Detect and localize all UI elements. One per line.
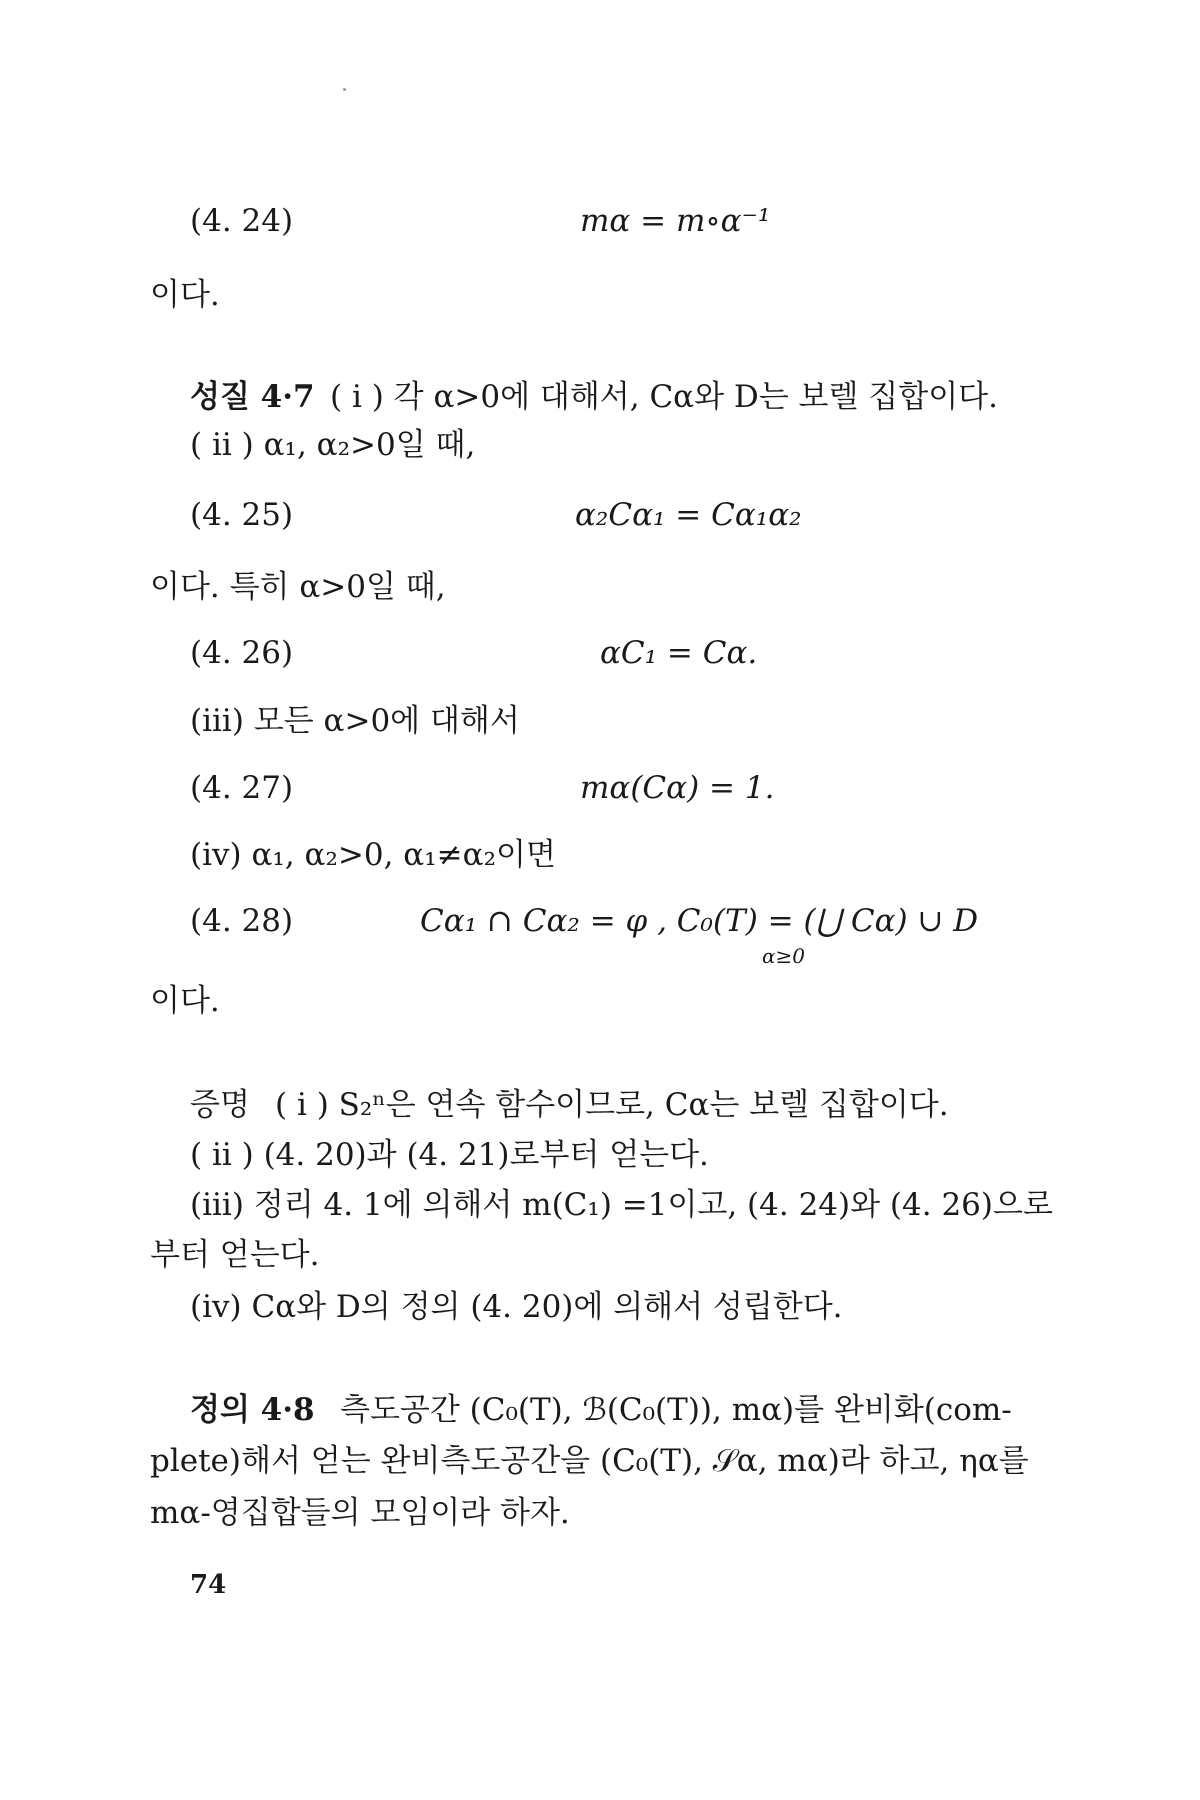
speck — [343, 88, 346, 91]
definition-line-2 — [0, 1436, 1200, 1486]
equation-4-28 — [0, 896, 1200, 946]
equation-number: (4. 28) — [190, 903, 294, 939]
definition-line-3 — [0, 1488, 1200, 1538]
union-subscript: α≥0 — [762, 944, 805, 968]
text-line — [0, 270, 1200, 320]
equation-4-26 — [0, 628, 1200, 678]
definition-label — [190, 1385, 315, 1435]
equation-number: (4. 24) — [190, 203, 294, 239]
proof-text: ( i ) S₂ⁿ은 연속 함수이므로, Cα는 보렐 집합이다. — [275, 1087, 949, 1123]
definition-text: 측도공간 (C₀(T), ℬ(C₀(T)), mα)를 완비화(com- — [340, 1392, 1012, 1428]
paragraph-text: mα-영집합들의 모임이라 하자. — [150, 1495, 570, 1531]
equation-4-27 — [0, 763, 1200, 813]
paragraph-text: 이다. — [150, 983, 220, 1019]
definition-heading — [0, 1385, 1200, 1435]
property-label — [190, 372, 315, 422]
equation-number: (4. 26) — [190, 635, 294, 671]
definition-label-text: 정의 4·8 — [190, 1392, 315, 1428]
equation-body: Cα₁ ∩ Cα₂ = φ , C₀(T) = (⋃ Cα) ∪ D — [420, 903, 979, 939]
property-item-iii — [0, 696, 1200, 746]
property-item-iv — [0, 830, 1200, 880]
paragraph-text: 부터 얻는다. — [150, 1237, 320, 1273]
proof-item-ii — [0, 1130, 1200, 1180]
proof-item-iii-continued — [0, 1230, 1200, 1280]
equation-body: mα(Cα) = 1. — [580, 770, 775, 806]
paragraph-text: (iii) 정리 4. 1에 의해서 m(C₁) =1이고, (4. 24)와 (4. 26)으로 — [190, 1187, 1053, 1223]
paragraph-text: ( ii ) α₁, α₂>0일 때, — [190, 427, 476, 463]
paragraph-text: 이다. 특히 α>0일 때, — [150, 569, 446, 605]
paragraph-text: plete)해서 얻는 완비측도공간을 (C₀(T), 𝒮α, mα)라 하고, ηα를 — [150, 1443, 1029, 1479]
text-line — [0, 562, 1200, 612]
paragraph-text: 이다. — [150, 277, 220, 313]
equation-number: (4. 25) — [190, 497, 294, 533]
equation-body: αC₁ = Cα. — [600, 635, 758, 671]
proof-heading — [0, 1080, 1200, 1130]
property-heading — [0, 372, 1200, 422]
property-label-text: 성질 4·7 — [190, 379, 315, 415]
paragraph-text: ( ii ) (4. 20)과 (4. 21)로부터 얻는다. — [190, 1137, 709, 1173]
paragraph-text: (iv) Cα와 D의 정의 (4. 20)에 의해서 성립한다. — [190, 1289, 843, 1325]
property-item-ii — [0, 420, 1200, 470]
property-text: ( i ) 각 α>0에 대해서, Cα와 D는 보렐 집합이다. — [330, 379, 998, 415]
page-number: 74 — [190, 1570, 227, 1600]
text-line — [0, 976, 1200, 1026]
proof-label: 증명 — [190, 1087, 250, 1123]
equation-number: (4. 27) — [190, 770, 294, 806]
equation-body: mα = m∘α⁻¹ — [580, 203, 771, 239]
paragraph-text: (iv) α₁, α₂>0, α₁≠α₂이면 — [190, 837, 556, 873]
paragraph-text: (iii) 모든 α>0에 대해서 — [190, 703, 520, 739]
equation-body: α₂Cα₁ = Cα₁α₂ — [575, 497, 802, 533]
proof-item-iv — [0, 1282, 1200, 1332]
equation-4-24 — [0, 196, 1200, 246]
equation-4-25 — [0, 490, 1200, 540]
proof-item-iii — [0, 1180, 1200, 1230]
